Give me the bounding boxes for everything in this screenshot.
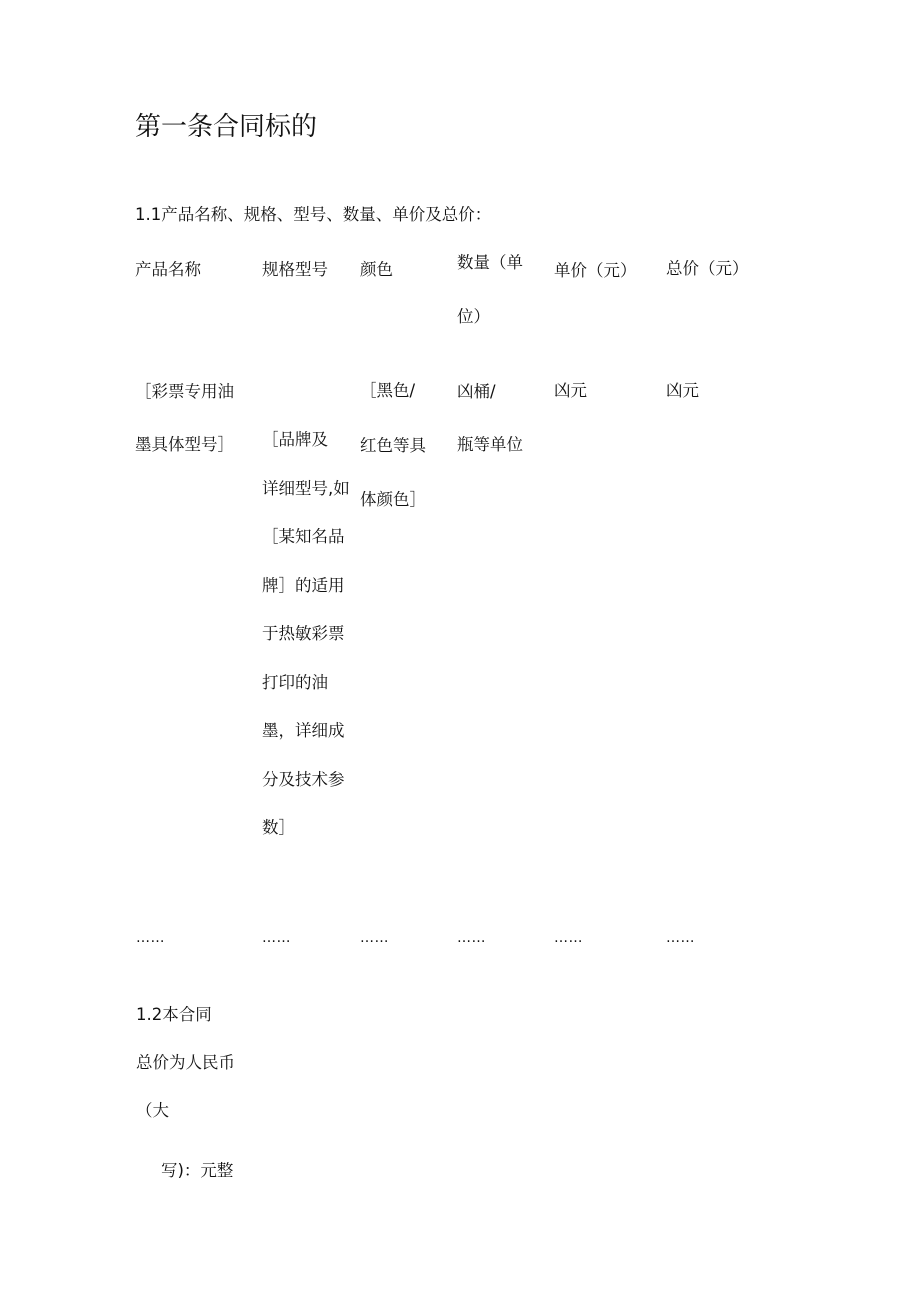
row1-spec-line: 详细型号,如	[262, 478, 350, 498]
row1-total-price: 凶元	[666, 381, 699, 400]
row1-spec-line: 墨，详细成	[262, 721, 345, 740]
header-spec-model: 规格型号	[262, 260, 328, 279]
row1-spec-line: 打印的油	[262, 672, 328, 692]
row1-quantity-line: 凶桶/	[457, 382, 496, 401]
row1-spec-line: 数］	[262, 818, 295, 837]
section-1-2-line: （大	[136, 1101, 169, 1120]
row1-spec-line: 牌］的适用	[262, 575, 345, 595]
row1-color-line: ［黑色/	[360, 381, 416, 400]
row1-spec-line: 分及技术参	[262, 769, 345, 789]
header-quantity-line1: 数量（单	[457, 253, 523, 272]
section-1-1-heading: 1.1产品名称、规格、型号、数量、单价及总价：	[135, 205, 492, 224]
header-unit-price: 单价（元）	[554, 261, 637, 280]
header-product-name: 产品名称	[135, 260, 201, 279]
row1-color-line: 体颜色］	[360, 490, 426, 509]
row1-quantity	[457, 365, 523, 471]
row1-product-name-line: 墨具体型号］	[135, 435, 234, 454]
row1-color	[360, 364, 426, 528]
section-1-2-line: 写)：元整	[161, 1161, 234, 1180]
row1-spec-line: 于热敏彩票	[262, 624, 345, 643]
row1-color-line: 红色等具	[360, 435, 426, 455]
ellipsis-quantity: ……	[457, 930, 486, 946]
section-1-2-line: 总价为人民币	[136, 1053, 235, 1072]
header-color: 颜色	[360, 260, 393, 279]
row1-product-name-line: ［彩票专用油	[135, 382, 234, 401]
row1-spec-line: ［某知名品	[262, 527, 345, 546]
row1-spec-line: ［品牌及	[262, 430, 328, 449]
row1-unit-price: 凶元	[554, 381, 587, 400]
ellipsis-product-name: ……	[136, 930, 165, 946]
header-quantity-line2: 位）	[457, 307, 490, 326]
header-total-price: 总价（元）	[666, 259, 749, 278]
ellipsis-color: ……	[360, 930, 389, 946]
ellipsis-unit-price: ……	[554, 930, 583, 946]
page-title: 第一条合同标的	[135, 112, 318, 142]
row1-spec-model	[262, 416, 350, 853]
ellipsis-spec-model: ……	[262, 930, 291, 946]
row1-quantity-line: 瓶等单位	[457, 435, 523, 454]
ellipsis-total-price: ……	[666, 930, 695, 946]
row1-product-name	[135, 365, 234, 471]
section-1-2-line: 1.2本合同	[136, 1005, 212, 1024]
